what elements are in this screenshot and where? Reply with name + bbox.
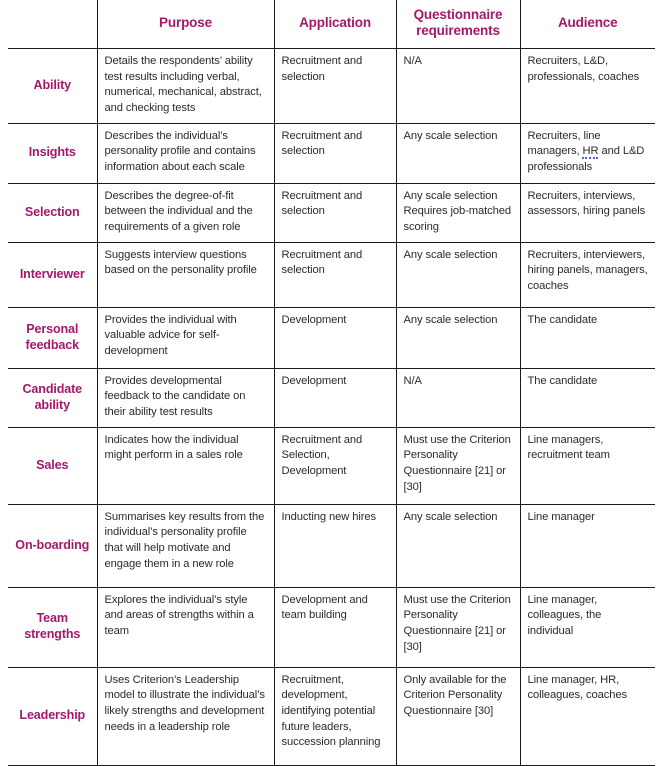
cell-questionnaire-interviewer: Any scale selection xyxy=(396,242,520,307)
cell-audience-selection: Recruiters, interviews, assessors, hiring panels xyxy=(520,183,655,242)
table-row xyxy=(8,368,655,427)
cell-audience-interviewer: Recruiters, interviewers, hiring panels, managers, coaches xyxy=(520,242,655,307)
row-label-sales: Sales xyxy=(8,427,97,504)
row-label-insights: Insights xyxy=(8,123,97,183)
cell-purpose-team-strengths: Explores the individual’s style and areas of strengths within a team xyxy=(97,587,274,667)
row-label-candidate-ability: Candidate ability xyxy=(8,368,97,427)
row-label-personal-feedback: Personal feedback xyxy=(8,307,97,368)
cell-questionnaire-leadership: Only available for the Criterion Personality Questionnaire [30] xyxy=(396,667,520,765)
report-types-comparison-table xyxy=(8,0,655,766)
cell-purpose-insights: Describes the individual’s personality profile and contains information about each scale xyxy=(97,123,274,183)
cell-audience-on-boarding: Line manager xyxy=(520,504,655,587)
table-row xyxy=(8,49,655,124)
cell-audience-sales: Line managers, recruitment team xyxy=(520,427,655,504)
table-row xyxy=(8,667,655,765)
cell-questionnaire-on-boarding: Any scale selection xyxy=(396,504,520,587)
cell-purpose-leadership: Uses Criterion’s Leadership model to illustrate the individual’s likely strengths and development needs in a leadership role xyxy=(97,667,274,765)
cell-purpose-personal-feedback: Provides the individual with valuable advice for self-development xyxy=(97,307,274,368)
cell-application-ability: Recruitment and selection xyxy=(274,49,396,124)
cell-questionnaire-selection: Any scale selection Requires job-matched scoring xyxy=(396,183,520,242)
cell-application-interviewer: Recruitment and selection xyxy=(274,242,396,307)
audience-text-pre: Recruiters, line managers, xyxy=(527,129,601,158)
column-header-purpose: Purpose xyxy=(97,0,274,49)
cell-questionnaire-ability: N/A xyxy=(396,49,520,124)
table-row xyxy=(8,183,655,242)
header-row xyxy=(8,0,655,49)
cell-purpose-interviewer: Suggests interview questions based on the personality profile xyxy=(97,242,274,307)
cell-application-insights: Recruitment and selection xyxy=(274,123,396,183)
cell-purpose-sales: Indicates how the individual might perform in a sales role xyxy=(97,427,274,504)
cell-purpose-candidate-ability: Provides developmental feedback to the candidate on their ability test results xyxy=(97,368,274,427)
cell-questionnaire-candidate-ability: N/A xyxy=(396,368,520,427)
report-types-table-container xyxy=(8,0,655,766)
table-header xyxy=(8,0,655,49)
row-label-interviewer: Interviewer xyxy=(8,242,97,307)
cell-purpose-selection: Describes the degree-of-fit between the individual and the requirements of a given role xyxy=(97,183,274,242)
cell-purpose-on-boarding: Summarises key results from the individual’s personality profile that will help motivate and engage them in a new role xyxy=(97,504,274,587)
table-row xyxy=(8,587,655,667)
table-row xyxy=(8,307,655,368)
table-body xyxy=(8,49,655,766)
table-row xyxy=(8,427,655,504)
row-label-leadership: Leadership xyxy=(8,667,97,765)
cell-questionnaire-sales: Must use the Criterion Personality Questionnaire [21] or [30] xyxy=(396,427,520,504)
header-corner-cell xyxy=(8,0,97,49)
row-label-on-boarding: On-boarding xyxy=(8,504,97,587)
row-label-selection: Selection xyxy=(8,183,97,242)
cell-audience-ability: Recruiters, L&D, professionals, coaches xyxy=(520,49,655,124)
table-row xyxy=(8,242,655,307)
table-row xyxy=(8,123,655,183)
cell-purpose-ability: Details the respondents’ ability test results including verbal, numerical, mechanical, abstract, and checking tests xyxy=(97,49,274,124)
audience-text-post: and L&D professionals xyxy=(527,145,645,174)
row-label-team-strengths: Team strengths xyxy=(8,587,97,667)
cell-audience-team-strengths: Line manager, colleagues, the individual xyxy=(520,587,655,667)
cell-application-selection: Recruitment and selection xyxy=(274,183,396,242)
cell-questionnaire-personal-feedback: Any scale selection xyxy=(396,307,520,368)
cell-application-personal-feedback: Development xyxy=(274,307,396,368)
row-label-ability: Ability xyxy=(8,49,97,124)
table-row xyxy=(8,504,655,587)
column-header-application: Application xyxy=(274,0,396,49)
cell-audience-personal-feedback: The candidate xyxy=(520,307,655,368)
cell-questionnaire-insights: Any scale selection xyxy=(396,123,520,183)
cell-application-sales: Recruitment and Selection, Development xyxy=(274,427,396,504)
cell-application-on-boarding: Inducting new hires xyxy=(274,504,396,587)
column-header-audience: Audience xyxy=(520,0,655,49)
cell-questionnaire-team-strengths: Must use the Criterion Personality Questionnaire [21] or [30] xyxy=(396,587,520,667)
cell-audience-leadership: Line manager, HR, colleagues, coaches xyxy=(520,667,655,765)
spellcheck-flagged-word: HR xyxy=(582,145,599,158)
cell-application-team-strengths: Development and team building xyxy=(274,587,396,667)
cell-application-leadership: Recruitment, development, identifying potential future leaders, succession planning xyxy=(274,667,396,765)
cell-application-candidate-ability: Development xyxy=(274,368,396,427)
cell-audience-insights xyxy=(520,123,655,183)
column-header-questionnaire-requirements: Questionnaire requirements xyxy=(396,0,520,49)
cell-audience-candidate-ability: The candidate xyxy=(520,368,655,427)
